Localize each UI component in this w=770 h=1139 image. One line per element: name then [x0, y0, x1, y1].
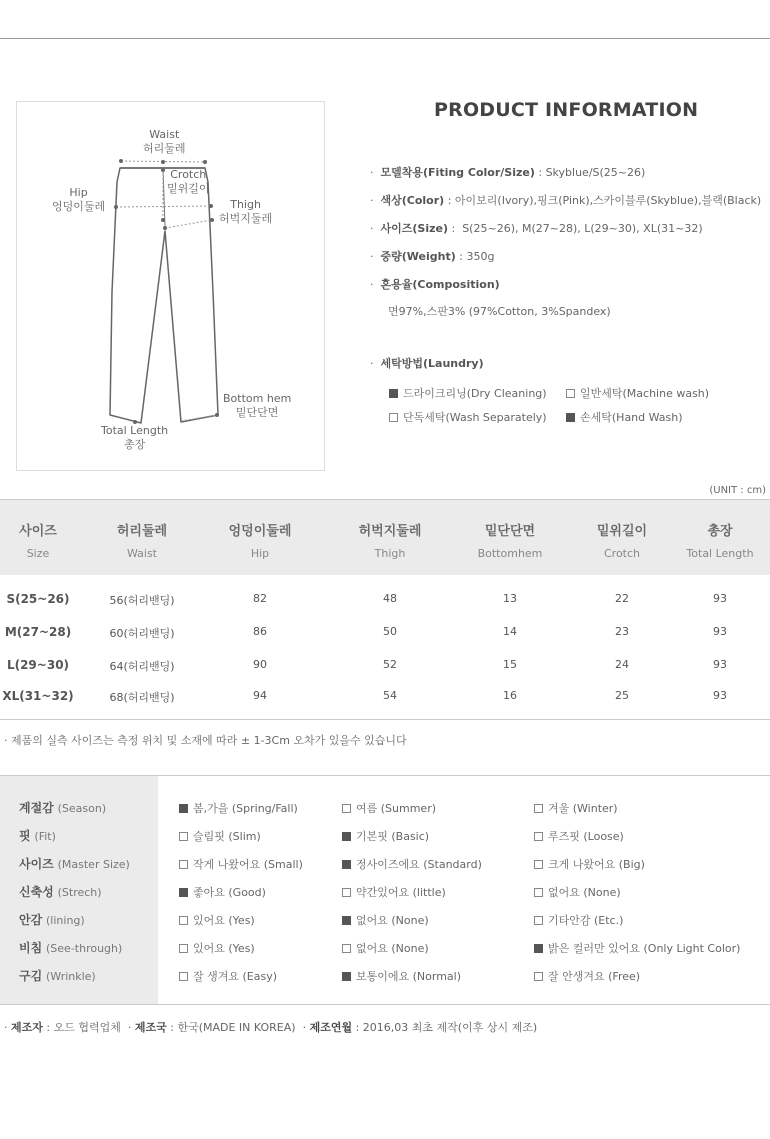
attribute-label [19, 939, 122, 956]
attribute-label [19, 883, 102, 900]
attribute-label-en: (See-through) [46, 942, 123, 955]
header-korean: 밑위길이 [596, 524, 648, 539]
attribute-option [534, 940, 740, 956]
size-table-cell: 54 [383, 689, 397, 702]
size-table-cell: 93 [713, 689, 727, 702]
attribute-option-label: 정사이즈에요 (Standard) [356, 858, 482, 871]
size-table-size-cell: S(25~26) [6, 592, 70, 606]
checkbox [534, 944, 543, 953]
header-english: Waist [126, 547, 157, 560]
crotch-label [167, 168, 210, 196]
attribute-option-label: 잘 생겨요 (Easy) [193, 970, 278, 983]
bottom-hem-label-en: Bottom hem [223, 392, 292, 405]
thigh-label-en: Thigh [230, 198, 261, 211]
header-english: Bottomhem [477, 547, 543, 560]
checkbox [342, 916, 351, 925]
attribute-option-label: 루즈핏 (Loose) [548, 830, 624, 843]
bullet: · [370, 194, 374, 207]
size-table-cell: 22 [615, 592, 629, 605]
attribute-option-label: 있어요 (Yes) [193, 942, 255, 955]
attribute-label [19, 855, 130, 872]
attribute-option-label: 여름 (Summer) [356, 802, 437, 815]
attribute-option [179, 912, 255, 928]
checkbox [179, 972, 188, 981]
attribute-option [342, 828, 429, 844]
country-value: 한국(MADE IN KOREA) [177, 1021, 296, 1034]
composition-row [370, 276, 500, 292]
size-table-cell: 94 [253, 689, 267, 702]
attribute-option [179, 968, 277, 984]
laundry-label: 세탁방법(Laundry) [380, 357, 484, 370]
laundry-option-label: 일반세탁(Machine wash) [580, 387, 710, 400]
attribute-label-ko: 사이즈 [19, 857, 54, 871]
date-value: 2016,03 최초 제작(이후 상시 제조) [362, 1021, 538, 1034]
size-table-cell: 50 [383, 625, 397, 638]
checkbox [342, 972, 351, 981]
checkbox [566, 389, 575, 398]
size-table-size-cell: M(27~28) [4, 625, 72, 639]
laundry-option-hand-wash [566, 409, 683, 425]
size-table-bottom-border [0, 719, 770, 720]
attribute-label [19, 827, 56, 844]
checkbox [179, 944, 188, 953]
attribute-option [179, 828, 261, 844]
laundry-option-label: 단독세탁(Wash Separately) [403, 411, 547, 424]
checkbox [342, 832, 351, 841]
size-row: · 사이즈(Size) : S(25~26), M(27~28), L(29~30), XL(31~32) [370, 222, 703, 235]
bullet: · [370, 166, 374, 179]
attribute-option-label: 보통이에요 (Normal) [356, 970, 462, 983]
attribute-option-label: 크게 나왔어요 (Big) [548, 858, 645, 871]
crotch-label-en: Crotch [170, 168, 207, 181]
attribute-label [19, 911, 85, 928]
header-english: Size [26, 547, 50, 560]
laundry-option-label: 드라이크리닝(Dry Cleaning) [403, 387, 547, 400]
weight-label: 중량(Weight) [380, 250, 456, 263]
waist-label-ko: 허리둘레 [143, 142, 186, 155]
attribute-option-label: 없어요 (None) [548, 886, 621, 899]
laundry-option-wash-separately [389, 409, 547, 425]
attribute-label-en: (Strech) [57, 886, 102, 899]
maker-label: 제조자 [11, 1021, 43, 1034]
size-table-header-cell [0, 520, 76, 560]
attribute-option [179, 940, 255, 956]
attribute-option-label: 슬림핏 (Slim) [193, 830, 261, 843]
size-table-size-cell: L(29~30) [6, 658, 70, 672]
attribute-label-ko: 핏 [19, 829, 31, 843]
checkbox [534, 860, 543, 869]
header-english: Hip [250, 547, 270, 560]
header-english: Total Length [686, 547, 754, 560]
size-table-cell: 16 [503, 689, 517, 702]
attribute-label-ko: 안감 [19, 913, 43, 927]
attribute-option [179, 884, 266, 900]
attribute-option [342, 968, 461, 984]
size-table-cell: 52 [383, 658, 397, 671]
header-korean: 엉덩이둘레 [228, 524, 292, 539]
bullet: · [370, 357, 374, 370]
attribute-option [534, 828, 624, 844]
maker-value: 오드 협력업체 [53, 1021, 121, 1034]
attribute-label-ko: 비침 [19, 941, 43, 955]
attribute-option-label: 봄,가을 (Spring/Fall) [193, 802, 298, 815]
weight-value: 350g [466, 250, 495, 263]
hip-label [52, 186, 105, 214]
thigh-label [219, 198, 272, 226]
checkbox [342, 888, 351, 897]
thigh-label-ko: 허벅지둘레 [219, 212, 273, 225]
waist-label [143, 128, 186, 156]
attribute-label-en: (lining) [46, 914, 85, 927]
size-table-header-cell [87, 520, 197, 560]
bullet: · [370, 250, 374, 263]
size-table-header-cell [455, 520, 565, 560]
laundry-row [370, 355, 484, 371]
checkbox [342, 804, 351, 813]
checkbox [389, 413, 398, 422]
attribute-option-label: 밝은 컬러만 있어요 (Only Light Color) [548, 942, 741, 955]
checkbox [179, 804, 188, 813]
top-divider [0, 38, 770, 39]
checkbox [534, 888, 543, 897]
size-table-cell: 24 [615, 658, 629, 671]
fit-label: 모델착용(Fiting Color/Size) [380, 166, 535, 179]
total-length-label-en: Total Length [101, 424, 169, 437]
color-row: · 색상(Color) : 아이보리(Ivory),핑크(Pink),스카이블루(Skyblue),블랙(Black) [370, 194, 762, 207]
checkbox [534, 972, 543, 981]
attribute-option [534, 912, 623, 928]
checkbox [342, 944, 351, 953]
size-table-cell: 48 [383, 592, 397, 605]
size-table-header-cell [335, 520, 445, 560]
country-label: 제조국 [134, 1021, 167, 1034]
header-english: Crotch [603, 547, 641, 560]
size-table-cell: 56(허리밴딩) [109, 594, 175, 607]
checkbox [179, 888, 188, 897]
attribute-option-label: 기본핏 (Basic) [356, 830, 430, 843]
laundry-option-machine-wash [566, 385, 709, 401]
attribute-option-label: 없어요 (None) [356, 942, 429, 955]
composition-label: 혼용율(Composition) [380, 278, 500, 291]
checkbox [566, 413, 575, 422]
crotch-label-ko: 밑위길이 [167, 182, 210, 195]
bottom-hem-label-ko: 밑단단면 [235, 406, 279, 419]
attribute-option-label: 있어요 (Yes) [193, 914, 255, 927]
checkbox [179, 832, 188, 841]
checkbox [534, 832, 543, 841]
attribute-label-en: (Season) [57, 802, 107, 815]
size-value: S(25~26), M(27~28), L(29~30), XL(31~32) [462, 222, 703, 235]
attribute-option [534, 800, 618, 816]
size-table-cell: 23 [615, 625, 629, 638]
attribute-option [342, 800, 436, 816]
composition-value: 면97%,스판3% (97%Cotton, 3%Spandex) [388, 305, 611, 318]
attribute-label-ko: 신축성 [19, 885, 54, 899]
attribute-option-label: 작게 나왔어요 (Small) [193, 858, 303, 871]
attribute-option-label: 좋아요 (Good) [193, 886, 266, 899]
hip-label-en: Hip [69, 186, 88, 199]
attribute-option-label: 약간있어요 (little) [356, 886, 446, 899]
hip-label-ko: 엉덩이둘레 [52, 200, 106, 213]
attribute-label [19, 967, 96, 984]
header-english: Thigh [374, 547, 406, 560]
size-label: 사이즈(Size) [380, 222, 448, 235]
header-korean: 사이즈 [19, 524, 57, 539]
size-table-cell: 68(허리밴딩) [109, 691, 175, 704]
attribute-option [179, 800, 298, 816]
laundry-option-dry-cleaning [389, 385, 547, 401]
weight-row: · 중량(Weight) : 350g [370, 250, 495, 263]
measurement-note: · 제품의 실측 사이즈는 측정 위치 및 소재에 따라 ± 1-3Cm 오차가 있을수 있습니다 [4, 734, 407, 747]
checkbox [179, 860, 188, 869]
size-table-header-cell [670, 520, 770, 560]
header-korean: 허벅지둘레 [358, 524, 422, 539]
attribute-option [534, 856, 645, 872]
size-table-cell: 13 [503, 592, 517, 605]
size-table-cell: 25 [615, 689, 629, 702]
header-korean: 총장 [707, 524, 733, 539]
checkbox [534, 804, 543, 813]
attribute-option [534, 884, 621, 900]
attribute-label-ko: 계절감 [19, 801, 54, 815]
checkbox [179, 916, 188, 925]
checkbox [534, 916, 543, 925]
total-length-label [101, 424, 168, 452]
unit-label: (UNIT : cm) [709, 485, 766, 496]
pants-measurement-diagram [16, 101, 325, 471]
size-table-cell: 93 [713, 592, 727, 605]
bullet: · [370, 222, 374, 235]
size-table-cell: 60(허리밴딩) [109, 627, 175, 640]
attribute-label-en: (Master Size) [57, 858, 130, 871]
attribute-label-en: (Wrinkle) [46, 970, 96, 983]
attribute-option-label: 잘 안생겨요 (Free) [548, 970, 641, 983]
attribute-label-en: (Fit) [34, 830, 56, 843]
color-value: 아이보리(Ivory),핑크(Pink),스카이블루(Skyblue),블랙(Black) [454, 194, 762, 207]
attribute-option-label: 겨울 (Winter) [548, 802, 618, 815]
attribute-option-label: 없어요 (None) [356, 914, 429, 927]
checkbox [389, 389, 398, 398]
size-table-header-cell [205, 520, 315, 560]
color-label: 색상(Color) [380, 194, 445, 207]
size-table-cell: 93 [713, 658, 727, 671]
header-korean: 허리둘레 [116, 524, 168, 539]
size-table-cell: 64(허리밴딩) [109, 660, 175, 673]
fit-row: · 모델착용(Fiting Color/Size) : Skyblue/S(25~26) [370, 166, 646, 179]
attribute-option-label: 기타안감 (Etc.) [548, 914, 624, 927]
attribute-option [534, 968, 640, 984]
attribute-label-ko: 구김 [19, 969, 43, 983]
size-table-cell: 15 [503, 658, 517, 671]
checkbox [342, 860, 351, 869]
bottom-hem-label [223, 392, 291, 420]
size-table-cell: 90 [253, 658, 267, 671]
size-table-cell: 93 [713, 625, 727, 638]
size-table-cell: 14 [503, 625, 517, 638]
size-table-cell: 82 [253, 592, 267, 605]
attribute-label [19, 799, 106, 816]
bullet: · [370, 278, 374, 291]
attribute-option [342, 884, 446, 900]
size-table-size-cell: XL(31~32) [2, 689, 74, 703]
fit-value: Skyblue/S(25~26) [545, 166, 646, 179]
size-table-header-cell [567, 520, 677, 560]
laundry-option-label: 손세탁(Hand Wash) [580, 411, 683, 424]
total-length-label-ko: 총장 [123, 438, 146, 451]
manufacturer-info: · 제조자 : 오드 협력업체 · 제조국 : 한국(MADE IN KOREA) · 제조연월 : 2016,03 최초 제작(이후 상시 제조) [4, 1021, 538, 1034]
size-table-cell: 86 [253, 625, 267, 638]
attributes-bottom-border [0, 1004, 770, 1005]
attribute-option [179, 856, 303, 872]
product-info-title: PRODUCT INFORMATION [434, 99, 699, 121]
waist-label-en: Waist [149, 128, 180, 141]
header-korean: 밑단단면 [484, 524, 536, 539]
attribute-option [342, 856, 482, 872]
attribute-option [342, 940, 429, 956]
date-label: 제조연월 [309, 1021, 353, 1034]
attribute-option [342, 912, 429, 928]
